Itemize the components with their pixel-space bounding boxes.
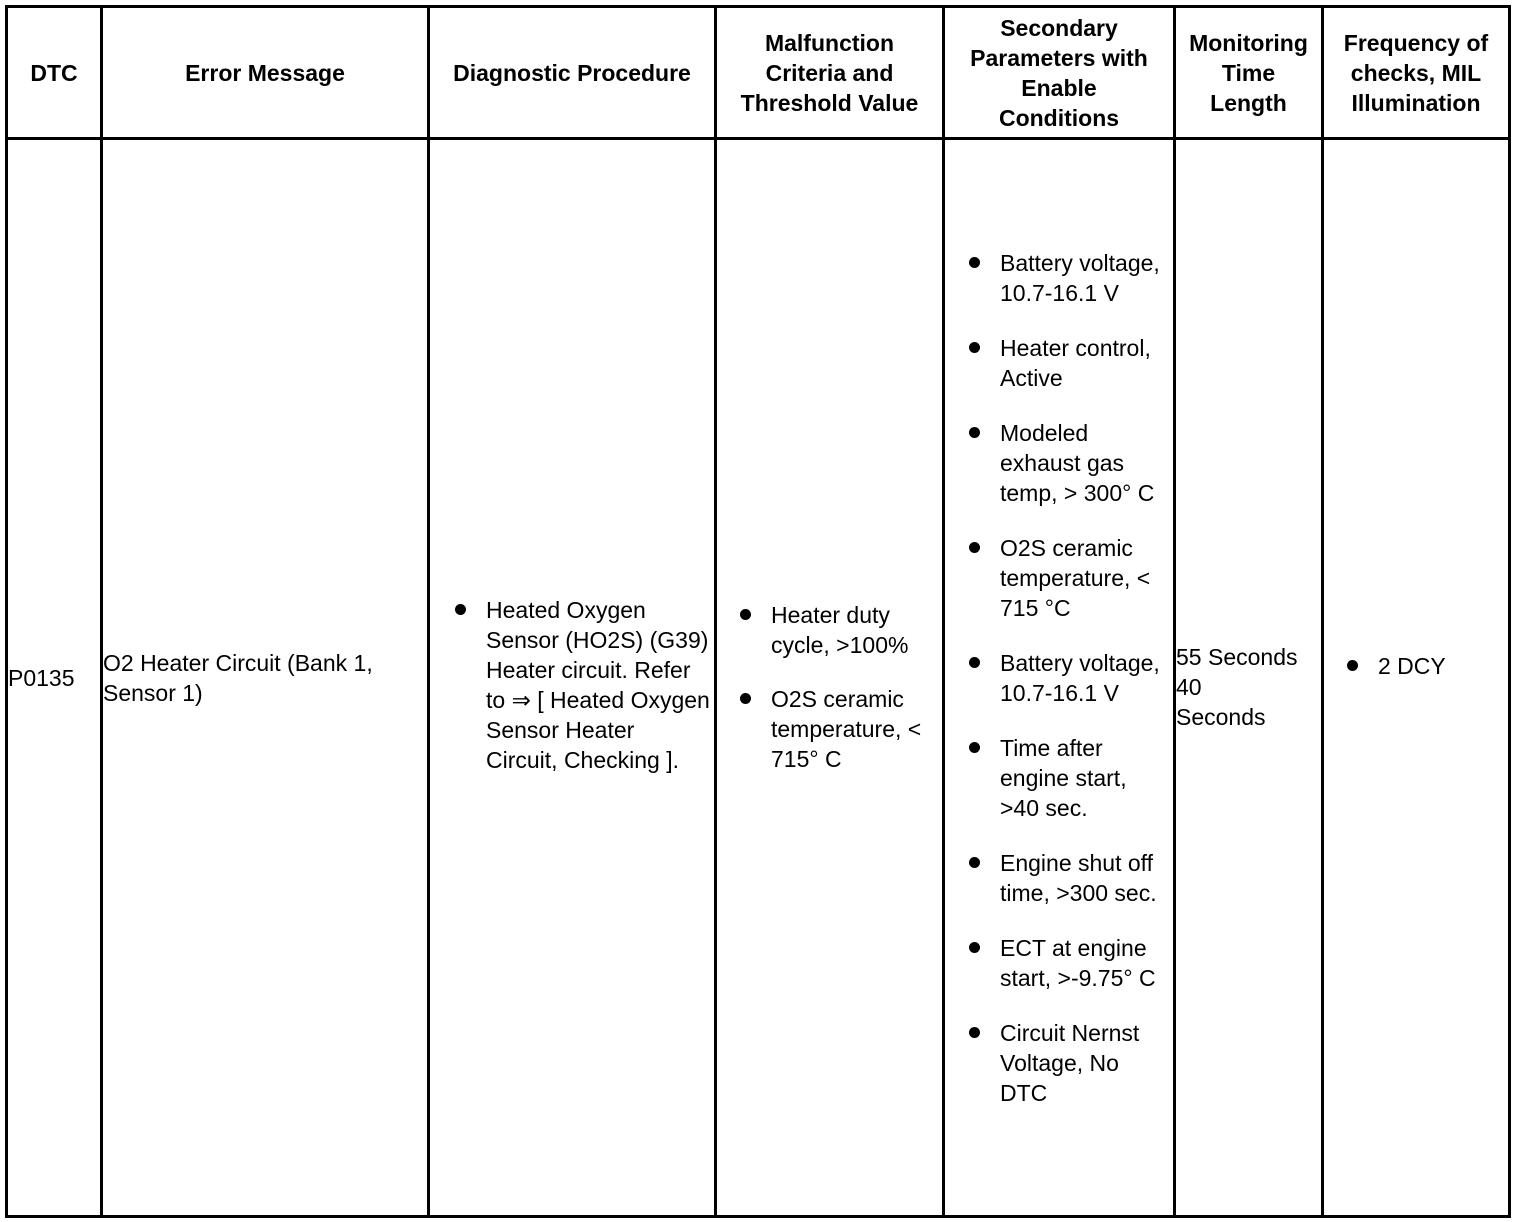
list-item: 2 DCY: [1324, 651, 1508, 681]
header-monitoring-time: Monitoring Time Length: [1175, 7, 1323, 139]
cell-diagnostic-procedure: [429, 139, 716, 1217]
secondary-parameters-list: [945, 248, 1173, 1108]
header-dtc: DTC: [7, 7, 102, 139]
diagnostic-procedure-list: [430, 595, 714, 775]
cell-malfunction-criteria: [716, 139, 944, 1217]
malfunction-criteria-list: [717, 600, 942, 774]
dtc-table: [5, 5, 1511, 1218]
header-row: [7, 7, 1510, 139]
list-item: O2S ceramic temperature, < 715 °C: [945, 533, 1173, 623]
monitoring-time-secondary: 40 Seconds: [1176, 673, 1266, 730]
list-item: Heated Oxygen Sensor (HO2S) (G39) Heater circuit. Refer to ⇒ [ Heated Oxygen Sensor Heater Circuit, Checking ].: [430, 595, 714, 775]
cell-frequency: [1323, 139, 1510, 1217]
list-item: Modeled exhaust gas temp, > 300° C: [945, 418, 1173, 508]
list-item: Heater duty cycle, >100%: [717, 600, 942, 660]
header-diagnostic-procedure: Diagnostic Procedure: [429, 7, 716, 139]
header-frequency: Frequency of checks, MIL Illumination: [1323, 7, 1510, 139]
list-item: O2S ceramic temperature, < 715° C: [717, 684, 942, 774]
header-malfunction-criteria: Malfunction Criteria and Threshold Value: [716, 7, 944, 139]
cell-error-message: O2 Heater Circuit (Bank 1, Sensor 1): [102, 139, 429, 1217]
cell-monitoring-time: [1175, 139, 1323, 1217]
list-item: Battery voltage, 10.7-16.1 V: [945, 248, 1173, 308]
list-item: Heater control, Active: [945, 333, 1173, 393]
header-error-message: Error Message: [102, 7, 429, 139]
table-row: [7, 139, 1510, 1217]
frequency-list: [1324, 651, 1508, 681]
cell-dtc-code: P0135: [7, 139, 102, 1217]
list-item: Battery voltage, 10.7-16.1 V: [945, 648, 1173, 708]
list-item: Circuit Nernst Voltage, No DTC: [945, 1018, 1173, 1108]
list-item: ECT at engine start, >-9.75° C: [945, 933, 1173, 993]
cell-secondary-parameters: [944, 139, 1175, 1217]
list-item: Time after engine start, >40 sec.: [945, 733, 1173, 823]
list-item: Engine shut off time, >300 sec.: [945, 848, 1173, 908]
monitoring-time-primary: 55 Seconds: [1176, 643, 1298, 670]
header-secondary-parameters: Secondary Parameters with Enable Conditions: [944, 7, 1175, 139]
